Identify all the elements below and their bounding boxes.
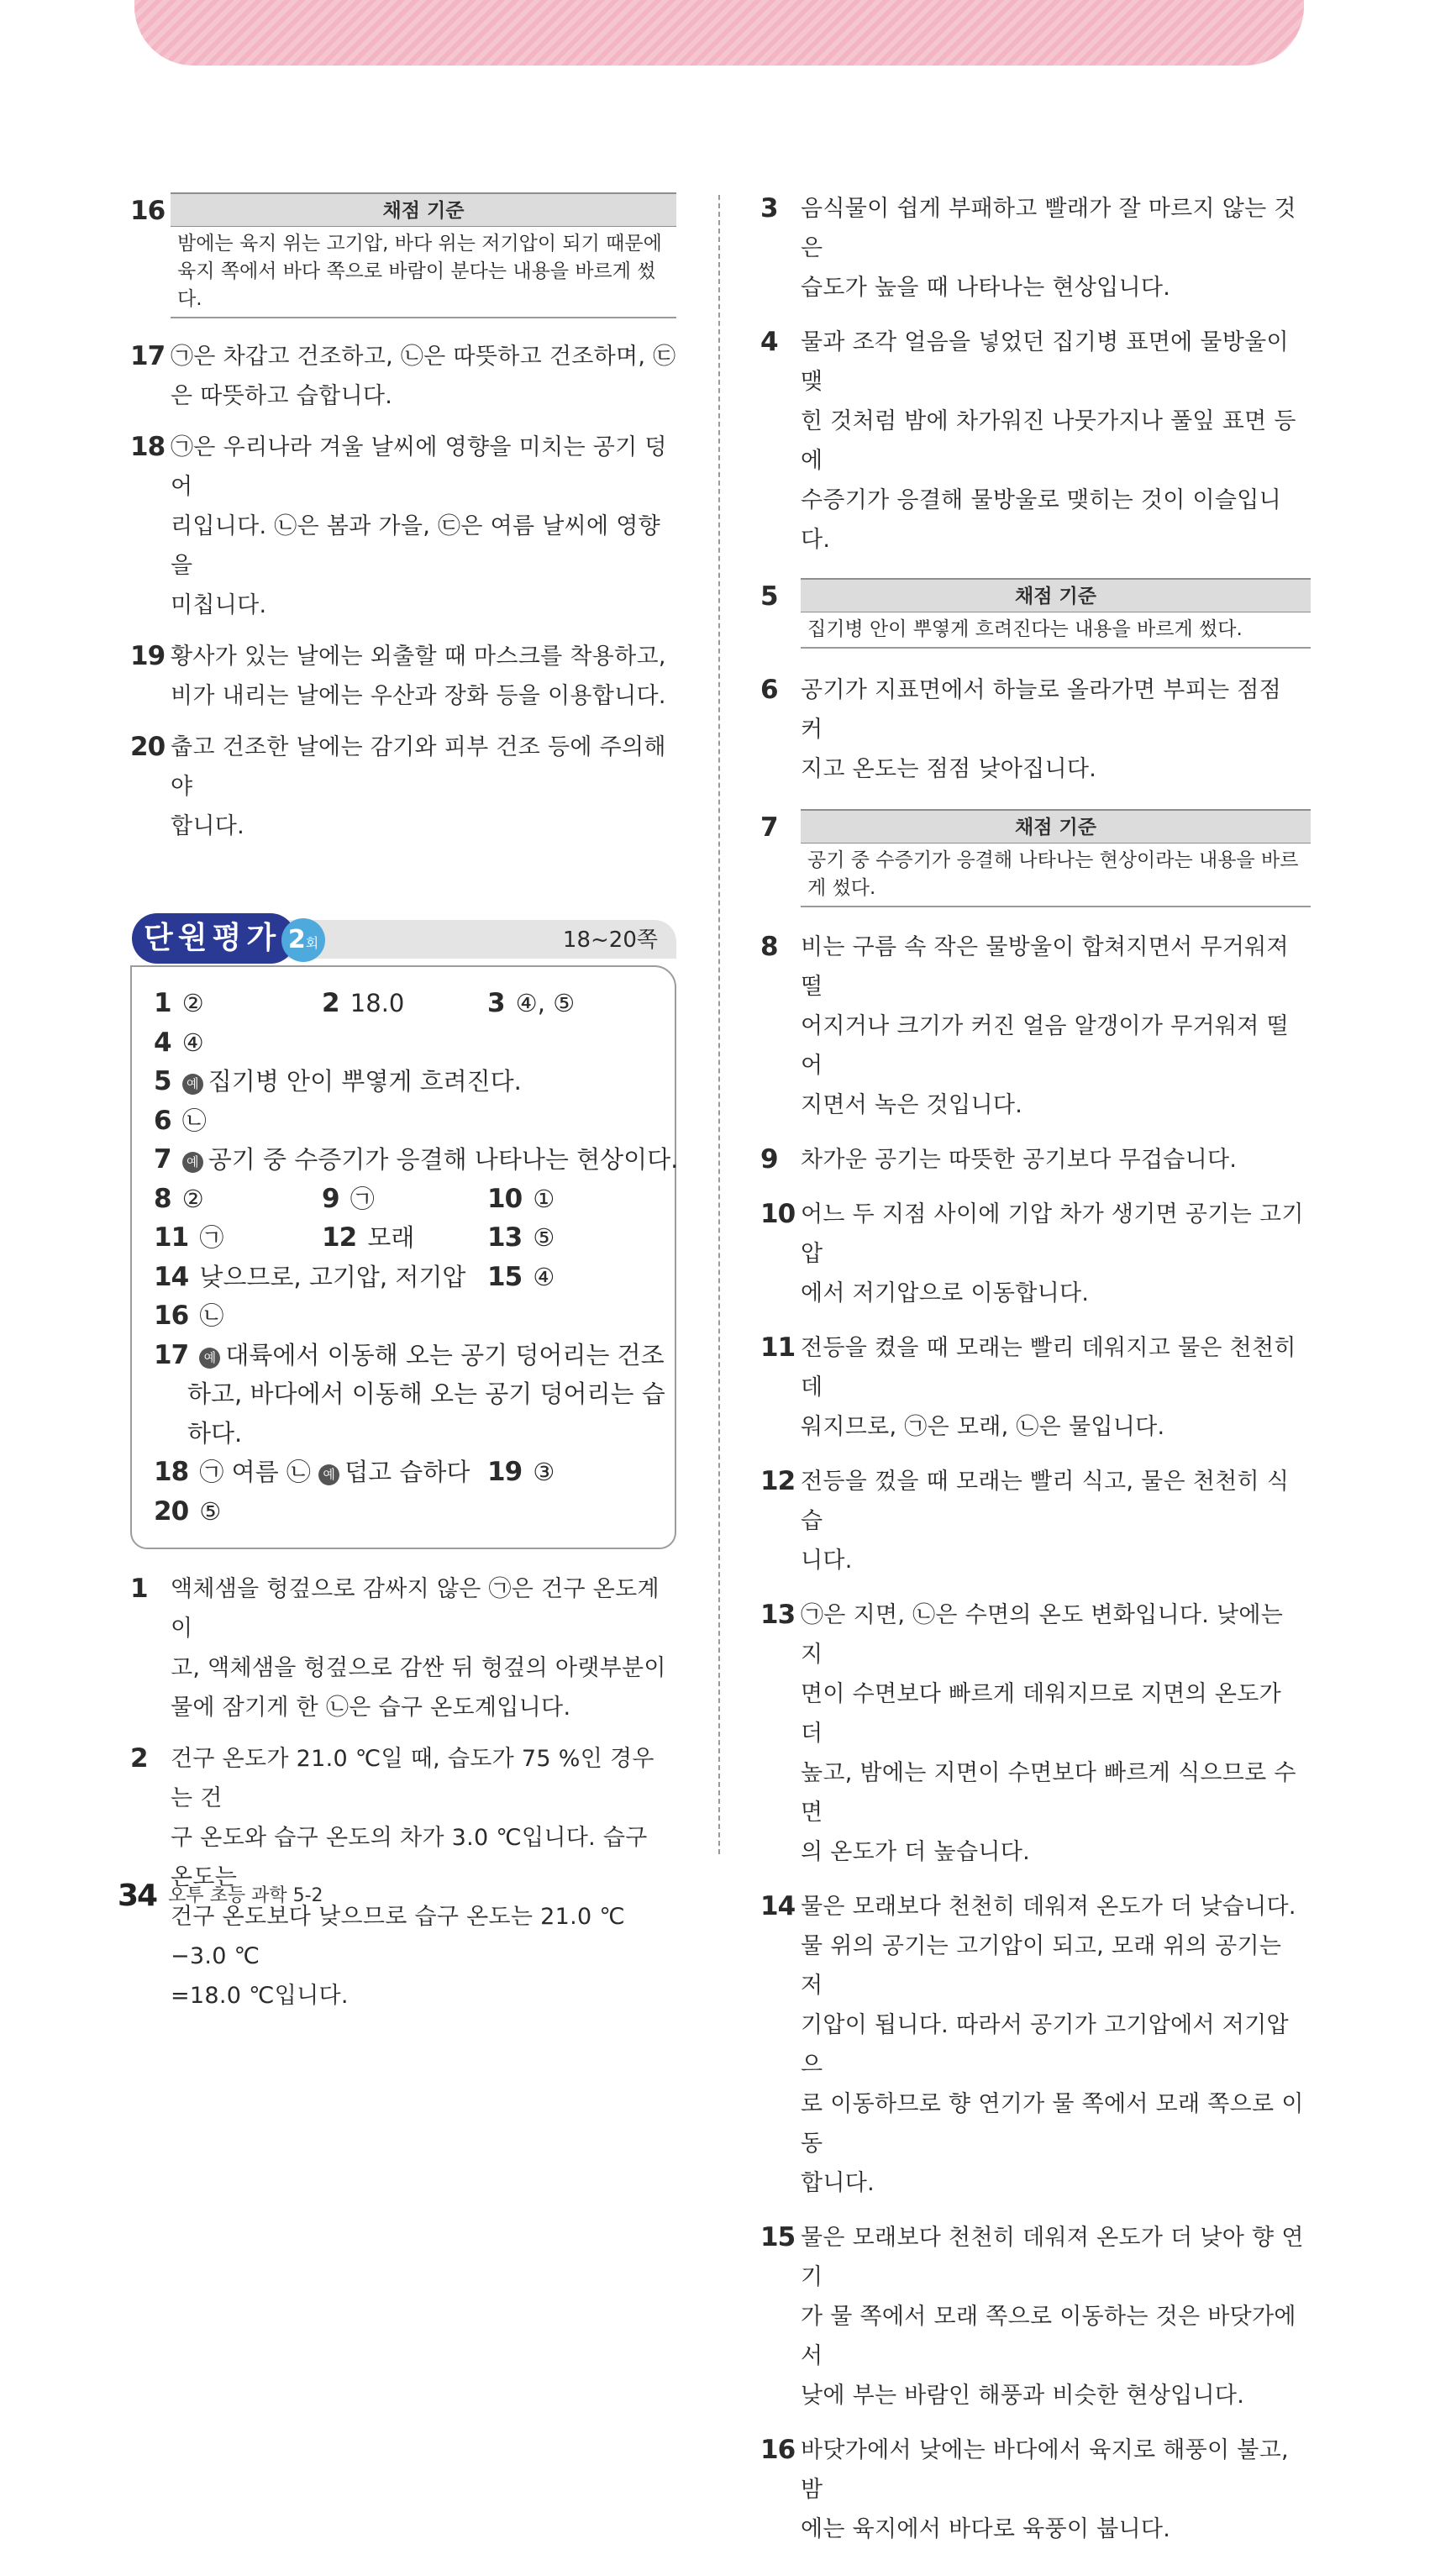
answer-row: [154, 1218, 658, 1258]
item-number: 4: [760, 327, 778, 357]
answer-value: 대륙에서 이동해 오는 공기 덩어리는 건조: [225, 1340, 665, 1369]
answer-number: 17: [154, 1339, 189, 1370]
criteria-body: 집기병 안이 뿌옇게 흐려진다는 내용을 바르게 썼다.: [807, 618, 1243, 640]
item-number: 1: [130, 1574, 148, 1604]
answer-cell: [487, 1218, 555, 1258]
item-number: 14: [760, 1891, 796, 1921]
answer-item: [130, 728, 676, 846]
answer-value: ㉠: [199, 1223, 224, 1252]
answer-row: [154, 1414, 658, 1453]
page-range: 18~20쪽: [562, 928, 658, 953]
answer-value: ①: [533, 1184, 555, 1213]
item-number: 3: [760, 193, 778, 223]
item-text: 공기가 지표면에서 하늘로 올라가면 부피는 점점 커 지고 온도는 점점 낮아집니다.: [801, 677, 1282, 782]
item-text: 전등을 켰을 때 모래는 빨리 데워지고 물은 천천히 데 워지므로, ㉠은 모래, ㉡은 물입니다.: [801, 1335, 1296, 1440]
example-badge: 예: [318, 1464, 339, 1485]
round-number: 2: [287, 925, 306, 954]
answer-value: ㉡: [199, 1301, 224, 1330]
item-number: 10: [760, 1199, 796, 1229]
answer-item: [760, 2218, 1311, 2415]
answer-row: [154, 984, 658, 1023]
item-number: 12: [760, 1466, 796, 1496]
answer-item: [760, 1887, 1311, 2203]
item-number: 2: [130, 1743, 148, 1774]
answer-row: [154, 1180, 658, 1219]
answer-continuation: 하고, 바다에서 이동해 오는 공기 덩어리는 습: [187, 1380, 665, 1408]
item-text: 전등을 껐을 때 모래는 빨리 식고, 물은 천천히 식습 니다.: [801, 1469, 1290, 1574]
page-footer: [118, 1879, 323, 1913]
answer-row: [154, 1453, 658, 1492]
answer-number: 1: [154, 988, 171, 1018]
answer-number: 13: [487, 1222, 523, 1253]
answer-value: ④, ⑤: [515, 989, 576, 1017]
item-text: 물은 모래보다 천천히 데워져 온도가 더 낮아 향 연기 가 물 쪽에서 모래 쪽으로 이동하는 것은 바닷가에서 낮에 부는 바람인 해풍과 비슷한 현상입니다.: [801, 2225, 1304, 2409]
answer-value: ②: [181, 989, 204, 1017]
answer-row: [154, 1296, 658, 1336]
answer-value: ⑤: [533, 1223, 555, 1252]
answer-cell: [322, 984, 404, 1023]
answer-number: 19: [487, 1457, 523, 1487]
item-text: 바닷가에서 낮에는 바다에서 육지로 해풍이 불고, 밤 에는 육지에서 바다로 육풍이 붑니다.: [801, 2437, 1289, 2542]
criteria-header: 채점 기준: [171, 192, 676, 227]
answer-item: [130, 1739, 676, 2016]
answer-cell: [487, 1180, 555, 1219]
answer-value: 18.0: [350, 989, 405, 1017]
answer-item: [760, 1140, 1311, 1180]
item-text: 건구 온도가 21.0 ℃일 때, 습도가 75 %인 경우는 건 구 온도와 습구 온도의 차가 3.0 ℃입니다. 습구 온도는 건구 온도보다 낮으므로 습구 온도는 21.0 ℃−3.0 ℃ =18.0 ℃입니다.: [171, 1746, 654, 2009]
item-text: 음식물이 쉽게 부패하고 빨래가 잘 마르지 않는 것은 습도가 높을 때 나타나는 현상입니다.: [801, 196, 1296, 301]
answer-number: 6: [154, 1105, 171, 1136]
answer-row: [154, 1336, 665, 1375]
answer-number: 5: [154, 1066, 171, 1096]
answer-item: [130, 428, 676, 625]
answer-item: [760, 1195, 1311, 1313]
scoring-criteria-table: [171, 192, 676, 318]
answer-cell: [154, 1492, 221, 1532]
answer-cell: [487, 984, 575, 1023]
criteria-body: 밤에는 육지 위는 고기압, 바다 위는 저기압이 되기 때문에 육지 쪽에서 바다 쪽으로 바람이 분다는 내용을 바르게 썼다.: [177, 233, 662, 310]
answer-number: 16: [154, 1301, 189, 1331]
answer-value: 공기 중 수증기가 응결해 나타나는 현상이다.: [208, 1145, 679, 1174]
item-number: 16: [760, 2435, 796, 2465]
answer-cell: [154, 1336, 665, 1375]
item-text: 물과 조각 얼음을 넣었던 집기병 표면에 물방울이 맺 힌 것처럼 밤에 차가워진 나뭇가지나 풀잎 표면 등에 수증기가 응결해 물방울로 맺히는 것이 이슬입니다.: [801, 329, 1296, 553]
item-number: 18: [130, 432, 166, 462]
item-text: 차가운 공기는 따뜻한 공기보다 무겁습니다.: [801, 1147, 1238, 1173]
scoring-criteria-table: [801, 809, 1311, 907]
answer-item: [760, 189, 1311, 307]
answer-row: [154, 1258, 658, 1297]
item-number: 9: [760, 1144, 778, 1175]
answer-item-7-criteria: [760, 809, 1311, 907]
example-badge: 예: [182, 1074, 203, 1095]
answer-number: 4: [154, 1027, 171, 1058]
answer-item: [760, 1328, 1311, 1447]
answer-item-16-criteria: [130, 192, 676, 318]
answer-value: ㉡: [286, 1458, 311, 1486]
answer-number: 10: [487, 1183, 523, 1214]
item-number: 17: [130, 341, 166, 371]
answer-cell: [154, 1140, 678, 1180]
item-number: 7: [760, 812, 778, 843]
answer-item-5-criteria: [760, 578, 1311, 649]
answer-value: ㉡: [181, 1106, 207, 1135]
item-number: 20: [130, 732, 166, 762]
answer-item: [130, 1569, 676, 1727]
item-number: 16: [130, 196, 166, 226]
item-text: 비는 구름 속 작은 물방울이 합쳐지면서 무거워져 떨 어지거나 크기가 커진 얼음 알갱이가 무거워져 떨어 지면서 녹은 것입니다.: [801, 934, 1289, 1118]
answer-cell: [154, 1062, 522, 1101]
item-number: 13: [760, 1600, 796, 1630]
item-number: 8: [760, 932, 778, 962]
answer-number: 14: [154, 1261, 189, 1292]
answer-row: [154, 1062, 658, 1101]
answer-value: ㉠: [350, 1184, 375, 1213]
item-text: 액체샘을 헝겊으로 감싸지 않은 ㉠은 건구 온도계이 고, 액체샘을 헝겊으로 감싼 뒤 헝겊의 아랫부분이 물에 잠기게 한 ㉡은 습구 온도계입니다.: [171, 1576, 666, 1721]
answer-number: 20: [154, 1495, 189, 1527]
answer-value: 낮으므로, 고기압, 저기압: [199, 1262, 466, 1291]
answer-number: 9: [322, 1183, 339, 1214]
item-number: 15: [760, 2222, 796, 2252]
item-text: 황사가 있는 날에는 외출할 때 마스크를 착용하고, 비가 내리는 날에는 우산과 장화 등을 이용합니다.: [171, 644, 666, 709]
scoring-criteria-table: [801, 578, 1311, 649]
answer-value: ㉠ 여름: [199, 1458, 279, 1486]
answer-value: 집기병 안이 뿌옇게 흐려진다.: [208, 1067, 522, 1096]
answer-number: 12: [322, 1222, 357, 1253]
answer-cell: [154, 1101, 207, 1141]
answer-cell: [487, 1258, 555, 1297]
answer-cell: [154, 1258, 465, 1297]
answer-item: [760, 2431, 1311, 2549]
book-title: 오투 초등 과학 5-2: [168, 1885, 323, 1906]
example-badge: 예: [199, 1348, 220, 1369]
answer-value: 덥고 습하다: [344, 1458, 470, 1486]
item-text: 어느 두 지점 사이에 기압 차가 생기면 공기는 고기압 에서 저기압으로 이동합니다.: [801, 1201, 1304, 1306]
answer-row: [154, 1140, 679, 1180]
top-banner: [134, 0, 1304, 66]
answer-cell: [322, 1180, 375, 1219]
answer-item: [760, 1462, 1311, 1580]
answer-number: 3: [487, 988, 505, 1018]
answer-number: 15: [487, 1261, 523, 1292]
answer-number: 7: [154, 1144, 171, 1175]
answer-row: [154, 1492, 658, 1532]
item-text: ㉠은 차갑고 건조하고, ㉡은 따뜻하고 건조하며, ㉢ 은 따뜻하고 습합니다.: [171, 344, 676, 409]
answer-cell: [154, 1023, 204, 1063]
answer-row: [154, 1023, 658, 1063]
answer-value: 모래: [367, 1223, 415, 1252]
item-text: 물은 모래보다 천천히 데워져 온도가 더 낮습니다. 물 위의 공기는 고기압이 되고, 모래 위의 공기는 저 기압이 됩니다. 따라서 공기가 고기압에서 저기압으 로 이동하므로 향 연기가 물 쪽에서 모래 쪽으로 이동 합니다.: [801, 1894, 1304, 2196]
answer-item: [760, 323, 1311, 560]
item-text: 춥고 건조한 날에는 감기와 피부 건조 등에 주의해야 합니다.: [171, 734, 666, 839]
right-column: [760, 189, 1311, 2549]
answer-continuation: 하다.: [187, 1418, 243, 1448]
item-number: 5: [760, 581, 778, 612]
unit-evaluation: [130, 913, 679, 2016]
criteria-body: 공기 중 수증기가 응결해 나타나는 현상이라는 내용을 바르 게 썼다.: [807, 849, 1299, 899]
answer-value: ⑤: [199, 1496, 222, 1526]
answer-value: ③: [533, 1458, 555, 1486]
answer-cell: [154, 1296, 223, 1336]
item-text: ㉠은 지면, ㉡은 수면의 온도 변화입니다. 낮에는 지 면이 수면보다 빠르게 데워지므로 지면의 온도가 더 높고, 밤에는 지면이 수면보다 빠르게 식으므로 수면 의 온도가 더 높습니다.: [801, 1602, 1296, 1865]
round-badge: [281, 918, 325, 962]
answer-cell: [154, 1218, 223, 1258]
answer-cell: [154, 1453, 470, 1492]
answer-value: ②: [181, 1184, 204, 1213]
answer-cell: [154, 984, 204, 1023]
item-number: 11: [760, 1332, 796, 1363]
answer-number: 2: [322, 988, 339, 1018]
answer-number: 18: [154, 1457, 189, 1487]
answer-item: [130, 337, 676, 416]
answer-cell: [154, 1180, 204, 1219]
unit-eval-header: [130, 913, 676, 965]
answer-row: [154, 1374, 665, 1414]
item-number: 19: [130, 641, 166, 671]
answer-row: [154, 1101, 658, 1141]
item-number: 6: [760, 675, 778, 705]
column-divider: [718, 195, 720, 1854]
unit-eval-title: 단원평가: [132, 913, 296, 964]
answer-cell: [487, 1453, 555, 1492]
answer-number: 8: [154, 1183, 171, 1214]
answer-item: [760, 1595, 1311, 1872]
answer-box: [130, 965, 679, 1549]
page-number: 34: [118, 1879, 157, 1913]
answer-item: [130, 637, 676, 716]
answer-value: ④: [533, 1262, 555, 1291]
answer-value: ④: [181, 1027, 204, 1057]
item-text: ㉠은 우리나라 겨울 날씨에 영향을 미치는 공기 덩어 리입니다. ㉡은 봄과 가을, ㉢은 여름 날씨에 영향을 미칩니다.: [171, 434, 667, 618]
criteria-header: 채점 기준: [801, 578, 1311, 612]
answer-item: [760, 928, 1311, 1125]
example-badge: 예: [182, 1152, 203, 1173]
answer-item: [760, 670, 1311, 789]
answer-number: 11: [154, 1222, 189, 1253]
criteria-header: 채점 기준: [801, 809, 1311, 844]
answer-cell: [322, 1218, 414, 1258]
round-suffix: 회: [305, 935, 319, 951]
